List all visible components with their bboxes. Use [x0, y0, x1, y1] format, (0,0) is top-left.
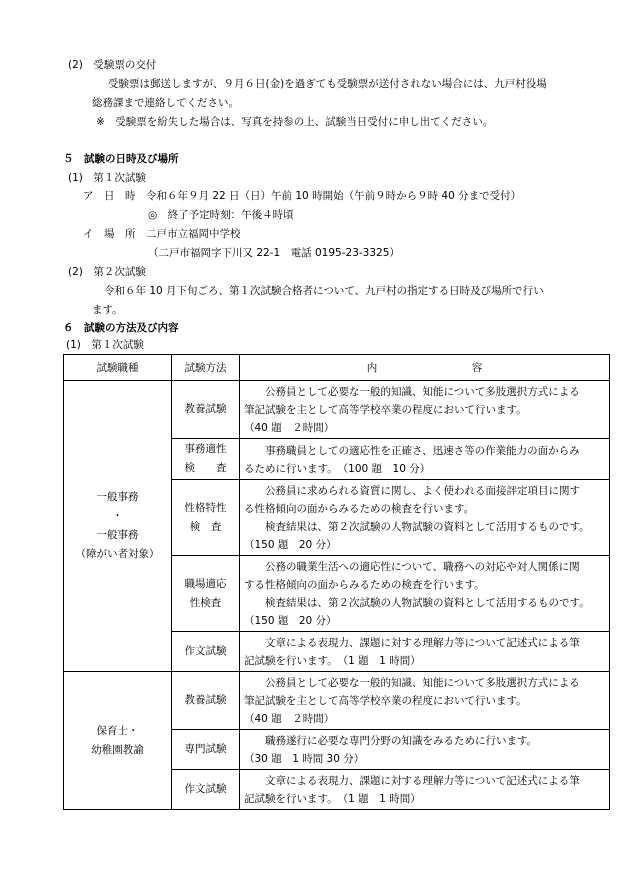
content-cell: 文章による表現力、課題に対する理解力等について記述式による筆 記試験を行います。 （1 題 1 時間） — [240, 632, 610, 672]
content-cell: 文章による表現力、課題に対する理解力等について記述式による筆 記試験を行います。 （1 題 1 時間） — [240, 770, 610, 810]
admission-note: ※ 受験票を紛失した場合は、写真を持参の上、試験当日受付に申し出てください。 — [96, 116, 494, 128]
content-cell: 公務員に求められる資質に関し、よく使われる面接評定項目に関す る性格傾向の面からみるための検査を行います。 検査結果は、第２次試験の人物試験の資料として活用するものです。 （150 題 20 分） — [240, 480, 610, 556]
admission-text-line2: 総務課まで連絡してください。 — [92, 97, 239, 109]
method-cell: 専門試験 — [172, 730, 240, 770]
method-cell: 事務適性 検 査 — [172, 439, 240, 480]
content-cell: 公務員として必要な一般的知識、知能について多肢選択方式による 筆記試験を主として高等学校卒業の程度において行います。 （40 題 ２時間） — [240, 672, 610, 730]
header-content: 内 容 — [240, 355, 610, 381]
second-exam-text-line2: ます。 — [92, 304, 123, 316]
table-header-row — [64, 355, 610, 381]
section-heading-method: ６ 試験の方法及び内容 — [63, 322, 179, 334]
content-cell: 公務の職業生活への適応性について、職務への対応や対人関係に関 する性格傾向の面からみるための検査を行います。 検査結果は、第２次試験の人物試験の資料として活用するものです。 （150 題 20 分） — [240, 556, 610, 632]
section-heading-admission: (2) 受験票の交付 — [68, 59, 157, 71]
method-cell: 教養試験 — [172, 381, 240, 439]
content-cell: 公務員として必要な一般的知識、知能について多肢選択方式による 筆記試験を主として高等学校卒業の程度において行います。 （40 題 ２時間） — [240, 381, 610, 439]
admission-text-line1: 受験票は郵送しますが、９月６日(金)を過ぎても受験票が送付されない場合には、九戸村役場 — [108, 78, 547, 90]
section-heading-schedule: ５ 試験の日時及び場所 — [63, 153, 179, 165]
content-cell: 職務遂行に必要な専門分野の知識をみるために行います。 （30 題 1 時間 30 分） — [240, 730, 610, 770]
second-exam-text-line1: 令和６年 10 月下旬ごろ、第１次試験合格者について、九戸村の指定する日時及び場所で行い — [104, 285, 544, 297]
header-method: 試験方法 — [172, 355, 240, 381]
method-cell: 教養試験 — [172, 672, 240, 730]
job-nursery-teacher: 保育士・ 幼稚園教諭 — [64, 672, 172, 810]
job-general-affairs: 一般事務 ・ 一般事務 （障がい者対象） — [64, 381, 172, 672]
method-cell: 職場適応 性検査 — [172, 556, 240, 632]
method-cell: 性格特性 検 査 — [172, 480, 240, 556]
first-exam-label: (1) 第１次試験 — [68, 172, 146, 184]
first-exam-date: ア 日 時 令和６年９月 22 日（日）午前 10 時開始（午前９時から９時 40 分まで受付） — [83, 190, 522, 202]
second-exam-label: (2) 第２次試験 — [68, 266, 146, 278]
method-cell: 作文試験 — [172, 632, 240, 672]
content-cell: 事務職員としての適応性を正確さ、迅速さ等の作業能力の面からみ るために行います。 （100 題 10 分） — [240, 439, 610, 480]
exam-method-table — [63, 354, 610, 810]
method-cell: 作文試験 — [172, 770, 240, 810]
header-job: 試験職種 — [64, 355, 172, 381]
first-exam-method-label: (1) 第１次試験 — [66, 339, 144, 351]
first-exam-end-time: ◎ 終了予定時刻：午後４時頃 — [148, 209, 294, 221]
table-row — [64, 381, 610, 439]
table-row — [64, 672, 610, 730]
first-exam-address: （二戸市福岡字下川又 22-1 電話 0195-23-3325） — [148, 247, 400, 259]
first-exam-place: イ 場 所 二戸市立福岡中学校 — [83, 228, 241, 240]
